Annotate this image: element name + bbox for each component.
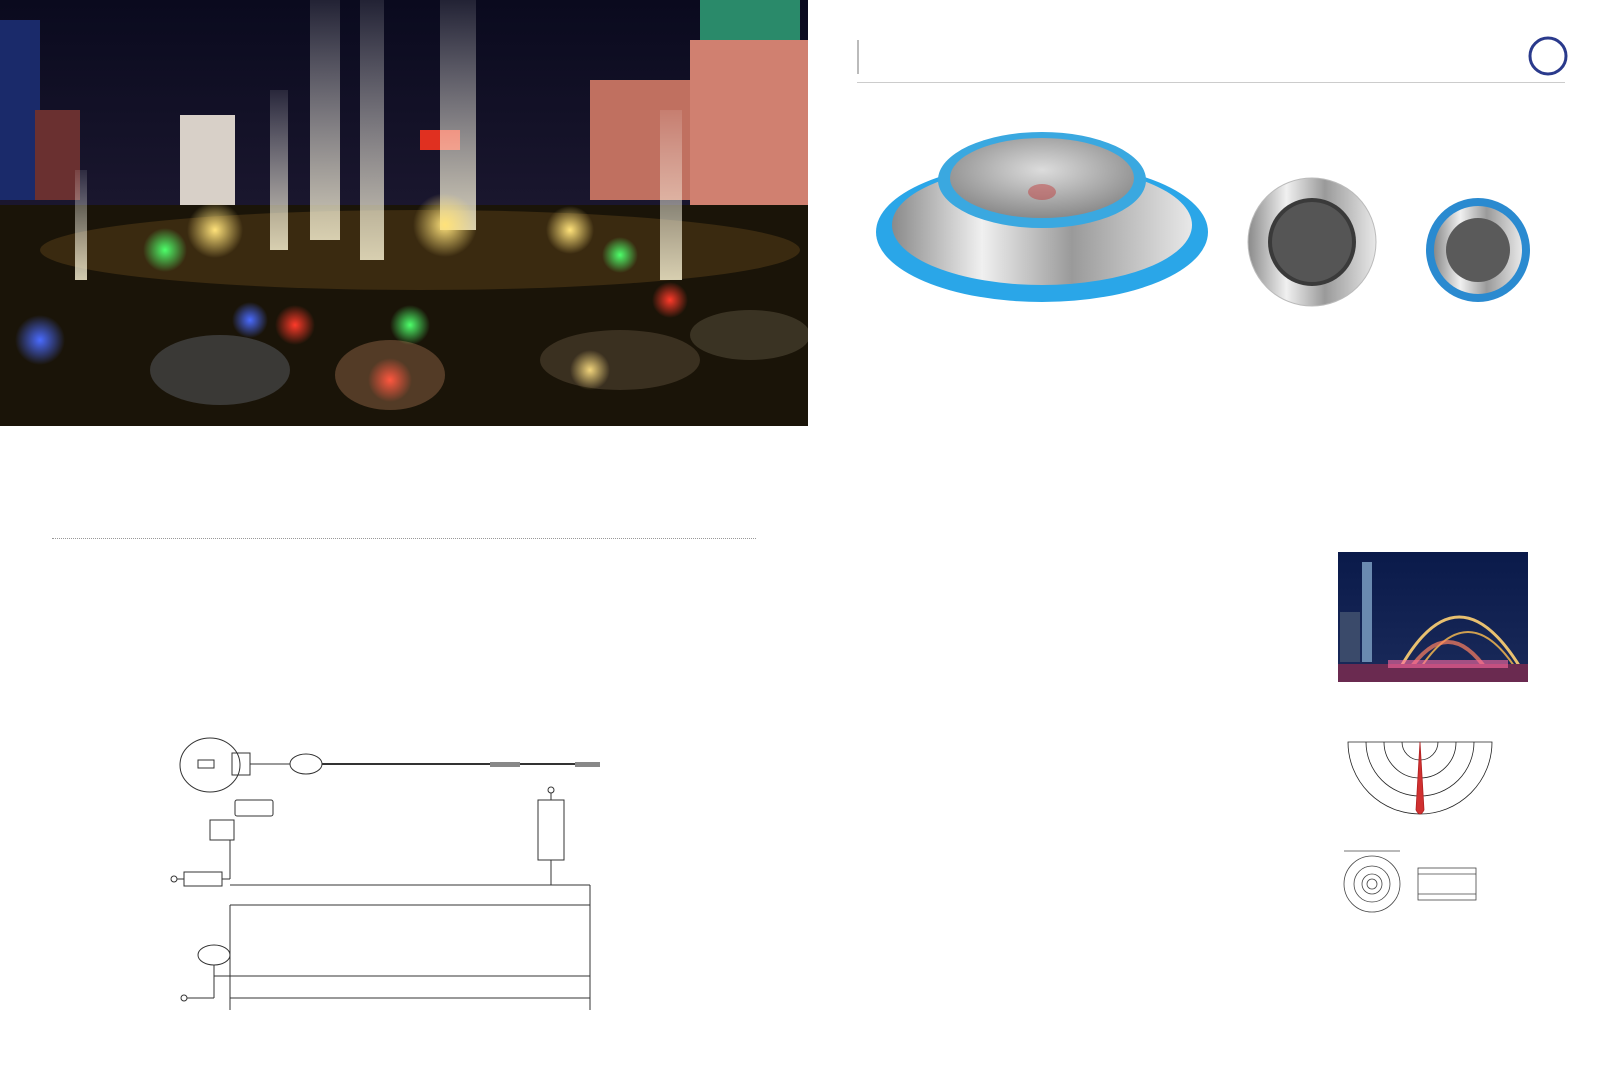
- fountain-arch-photo: [1338, 552, 1528, 682]
- header-accent-bar: [857, 40, 859, 74]
- wiring-diagram: [160, 680, 630, 1035]
- usage-divider: [52, 538, 756, 539]
- product-images-502: [857, 560, 1277, 900]
- company-logo: [1528, 36, 1568, 76]
- beam-curve-chart: [1338, 730, 1518, 830]
- dimension-drawing: [1338, 840, 1498, 915]
- fountain-night-photo: [0, 0, 808, 426]
- product-images-501: [866, 120, 1566, 330]
- header-divider: [857, 82, 1565, 83]
